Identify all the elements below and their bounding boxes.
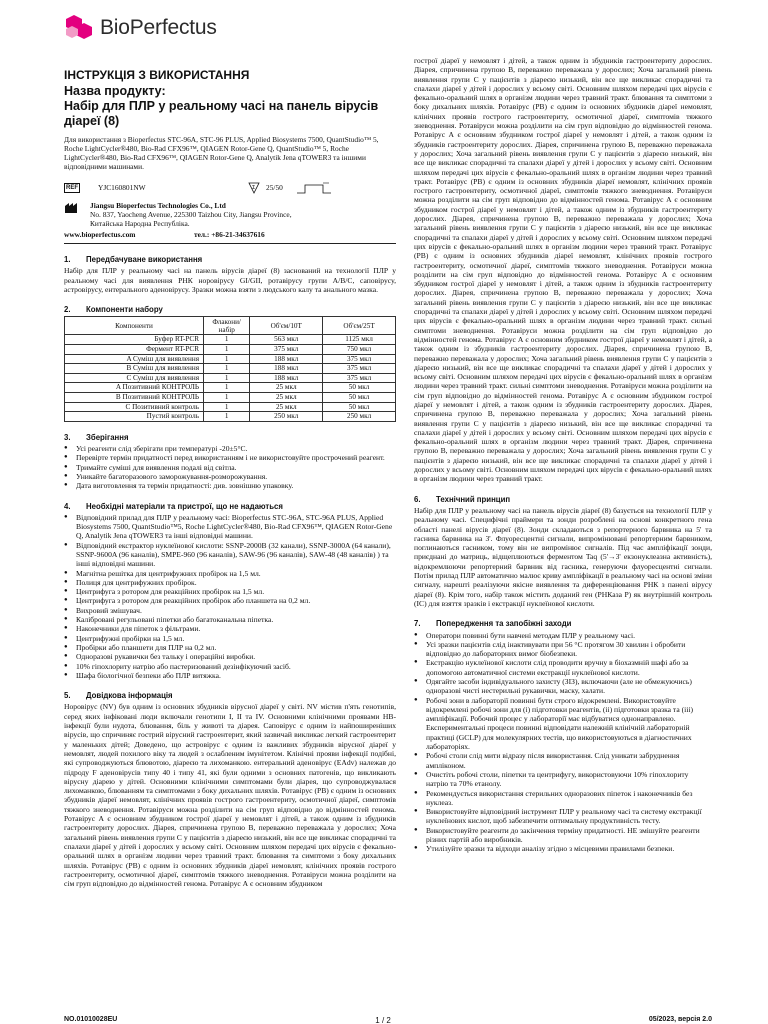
temperature-limit [295,181,333,195]
document-version: 05/2023, версія 2.0 [648,1016,712,1023]
header-divider [64,243,396,244]
list-item: ● Полиця для центрифужних пробірок. [64,578,396,587]
section-3-title: 3. Зберігання [64,432,129,442]
section-7-title: 7. Попередження та запобіжні заходи [414,619,572,629]
list-item: ● Пробірки або планшети для ПЛР на 0,2 мл. [64,643,396,652]
table-row [65,354,396,364]
table-row [65,383,396,393]
table-header: Об'єм/10Т [250,317,323,335]
ref-row [64,181,396,195]
table-cell: 188 мкл [250,354,323,364]
table-header: Компоненти [65,317,204,335]
compatible-instruments: Для використання з Bioperfectus STC-96A, STC-96 PLUS, Applied Biosystems 7500, QuantStudio™ 5, Roche LightCycler®480, Bio-Rad CFX96™, QIAGEN Rotor-Gene Q, QuantStudio™ 5, Roche LightCycler®480, Bio-Rad CFX96™, QIAGEN Rotor-Gene Q, Analytik Jena qTOWER3 та іншими відповідними машинами. [64,135,379,171]
list-item: ● Відповідний прилад для ПЛР у реальному часі: Bioperfectus STC-96A, STC-96A PLUS, Applied Biosystems 7500, QuantStudio™5, Roche LightCycler®480, Bio-Rad CFX96™, QIAGEN Rotor-Gene Q, Analytik Jena qTOWER3 та інші відповідні машини. [64,513,396,541]
table-cell: 50 мкл [323,402,396,412]
storage-list [64,444,396,490]
list-item: ● Магнітна решітка для центрифужних пробірок на 1,5 мл. [64,569,396,578]
section-5-text: Норовірус (NV) був одним із основних збудників вірусної діареї у світі. NV містив п'ять генотипів, серед яких інфіковані люди включали генотипи I, II та IV. Основними клінічними проявами НВ-інфекції були нудота, блювання, біль у животі та діарея. Саповірус є одним із найпоширеніших вірусів, що спричиняє гострий вірусний гастроентерит, який зазвичай викликає легкий гастроентерит у маленьких дітей; Доведено, що астровірус є одним із важливих збудників вірусної діареї у немовлят, людей похилого віку та людей з ослабленим імунітетом. Клінічні прояви інфекції подібні, які супроводжуються блювотою, діареєю та лихоманкою. ентеральний аденовірус (EAdv) належав до підроду F аденовірусів типу 40 і типу 41, які були одними з основних патогенів, що викликають вірусну діарею у дітей. Основними клінічними симптомами були діарея, що супроводжувалася лихоманкою, блюванням та симптомами з боку дихальних шляхів. Ротавірус (РВ) є одним із основних збудників діареї немовлят, клінічних проявів гострого гастроентериту, осмотичної діареї, симптомів тяжкого зневоднення. Ротавіруси можна розділити на сім груп відповідно до відмінностей генома. Ротавірус А є основним збудником гострої діареї у немовлят і дітей, а також одним із збудників гастроентериту дорослих. Діарея, спричинена групою В, переважно переважала у дорослих; Хоча загальний рівень виявлення групи С у пацієнтів з діареєю низький, він все ще викликає спорадичні та спалахи діареї у дітей і дорослих у всьому світі. Основним шляхом передачі цих вірусів є фекально-оральний шлях в організм людини через травний тракт. блювання та симптоми з боку дихальних шляхів. Ротавірус (РВ) є одним із основних збудників діареї немовлят, клінічних проявів гострого гастроентериту, осмотичної діареї, симптомів тяжкого зневоднення. Ротавіруси можна розділити на сім груп відповідно до відмінностей генома. Ротавірус А є основним збудником [64,702,396,889]
bioperfectus-logo-icon [64,13,94,43]
manufacturer-block [64,201,396,229]
table-cell: 1 [204,354,250,364]
table-cell: 1 [204,412,250,422]
table-cell: 50 мкл [323,383,396,393]
table-row [65,335,396,345]
list-item: ● Відповідний екстрактор нуклеїнової кислоти: SSNP-2000B (32 канали), SSNP-3000A (64 канали), SSNP-9600A (96 каналів), SMPE-960 (96 каналів), SAW-96 (96 каналів), SAW-48 (48 каналів) ) та інші відповідні машини. [64,541,396,569]
manufacturer-website[interactable]: www.bioperfectus.com [64,229,136,239]
table-cell: Буфер RT-PCR [65,335,204,345]
precautions-list [414,631,712,854]
table-row [65,392,396,402]
ref-code: YJC160801NW [98,183,146,193]
table-cell: 1 [204,392,250,402]
page-footer [64,1016,712,1024]
background-continued: гострої діареї у немовлят і дітей, а також одним із збудників гастроентериту дорослих. Діарея, спричинена групою В, переважно переважала у дорослих; Хоча загальний рівень виявлення групи С у пацієнтів з діареєю низький, він все ще викликає спорадичні та спалахи діареї у дітей і дорослих у всьому світі. Основним шляхом передачі цих вірусів є фекально-оральний шлях в організм людини через травний тракт. блювання та симптоми з боку дихальних шляхів. Ротавірус (РВ) є одним із основних збудників діареї немовлят, клінічних проявів гострого гастроентериту, осмотичної діареї, симптомів тяжкого зневоднення. Ротавіруси можна розділити на сім груп відповідно до відмінностей генома. Ротавірус А є основним збудником гострої діареї у немовлят і дітей, а також одним із збудників гастроентериту дорослих. Діарея, спричинена групою В, переважно переважала у дорослих; Хоча загальний рівень виявлення групи С у пацієнтів з діареєю низький, він все ще викликає спорадичні та спалахи діареї у дітей і дорослих у всьому світі. Основним шляхом передачі цих вірусів є фекально-оральний шлях в організм людини через травний тракт. Ротавірус (РВ) є одним із основних збудників діареї немовлят, клінічних проявів гострого гастроентериту, осмотичної діареї, симптомів тяжкого зневоднення. Ротавіруси можна розділити на сім груп відповідно до відмінностей генома. Ротавірус А є основним збудником гострої діареї у немовлят і дітей, а також одним із збудників гастроентериту дорослих. Діарея, спричинена групою В, переважно переважала у дорослих; Хоча загальний рівень виявлення групи С у пацієнтів з діареєю низький, він все ще викликає спорадичні та спалахи діареї у дітей і дорослих у всьому світі. Основним шляхом передачі цих вірусів є фекально-оральний шлях в організм людини через травний тракт. Ротавірус (РВ) є одним із основних збудників діареї немовлят, клінічних проявів гострого гастроентериту, осмотичної діареї, симптомів тяжкого зневоднення. Ротавіруси можна розділити на сім груп відповідно до відмінностей генома. Ротавірус А є основним збудником гострої діареї у немовлят і дітей, а також одним із збудників гастроентериту дорослих. Діарея, спричинена групою В, переважно переважала у дорослих; Хоча загальний рівень виявлення групи С у пацієнтів з діареєю низький, він все ще викликає спорадичні та спалахи діареї у дітей і дорослих у всьому світі. Основним шляхом передачі цих вірусів є фекально-оральний шлях в організм людини через травний тракт. сильні симптоми зневоднення. Ротавіруси можна розділити на сім груп відповідно до відмінностей генома. Ротавірус А є основним збудником гострої діареї у немовлят і дітей, а також одним із збудників гастроентериту дорослих. Діарея, спричинена групою В, переважно переважала у дорослих; Хоча загальний рівень виявлення групи С у пацієнтів з діареєю низький, він все ще викликає спорадичні та спалахи діареї у дітей і дорослих у всьому світі. Основним шляхом передачі цих вірусів є фекально-оральний шлях в організм людини через травний тракт. сильні симптоми зневоднення. Ротавіруси можна розділити на сім груп відповідно до відмінностей генома. Ротавірус А є основним збудником гострої діареї у немовлят і дітей, а також одним із збудників гастроентериту дорослих. Діарея, спричинена групою В, переважно переважала у дорослих; Хоча загальний рівень виявлення групи С у пацієнтів з діареєю низький, він все ще викликає спорадичні та спалахи діареї у дітей і дорослих у всьому світі. Основним шляхом передачі цих вірусів є фекально-оральний шлях в організм людини через травний тракт. Діарея, спричинена групою В, переважно переважала у дорослих; Хоча загальний рівень виявлення групи С у пацієнтів з діареєю низький, він все ще викликає спорадичні та спалахи діареї у дітей і дорослих у всьому світі. Основним шляхом передачі цих вірусів є фекально-оральний шлях в організм людини через травний тракт. [414,56,712,484]
table-cell: B Позитивний КОНТРОЛЬ [65,392,204,402]
right-column [414,56,712,854]
table-cell: 188 мкл [250,373,323,383]
list-item: ● Перевірте термін придатності перед використанням і не використовуйте прострочений реагент. [64,453,396,462]
table-cell: 250 мкл [323,412,396,422]
manufacturer-phone: тел.: +86-21-34637616 [194,229,265,239]
list-item: ● Використовуйте реагенти до закінчення терміну придатності. НЕ змішуйте реагенти різних партій або виробників. [414,826,712,845]
list-item: ● Вихровий змішувач. [64,606,396,615]
table-cell: 750 мкл [323,344,396,354]
table-row [65,373,396,383]
list-item: ● Центрифуга з ротором для реакційних пробірок або планшета на 0,2 мл. [64,596,396,605]
table-row [65,344,396,354]
manufacturer-address2: Китайська Народна Республіка. [90,219,190,229]
list-item: ● Шафа біологічної безпеки або ПЛР витяжка. [64,671,396,680]
table-cell: C Суміш для виявлення [65,373,204,383]
list-item: ● Дата виготовлення та термін придатності: див. зовнішню упаковку. [64,481,396,490]
table-cell: 375 мкл [323,364,396,374]
table-cell: 250 мкл [250,412,323,422]
list-item: ● Центрифужні пробірки на 1,5 мл. [64,634,396,643]
list-item: ● Рекомендується використання стерильних одноразових піпеток і наконечників без нуклеаз. [414,789,712,808]
brand-name: BioPerfectus [100,16,217,39]
table-cell: 375 мкл [323,354,396,364]
ref-label: REF [66,185,78,191]
section-5-title: 5. Довідкова інформація [64,691,173,701]
section-1-title: 1. Передбачуване використання [64,254,203,264]
document-number: NO.01010028EU [64,1016,118,1023]
table-cell: C Позитивний контроль [65,402,204,412]
list-item: ● Утилізуйте зразки та відходи аналізу згідно з місцевими правилами безпеки. [414,844,712,853]
table-cell: Пустий контроль [65,412,204,422]
table-cell: A Позитивний КОНТРОЛЬ [65,383,204,393]
table-cell: 375 мкл [250,344,323,354]
list-item: ● Уникайте багаторазового заморожування-розморожування. [64,472,396,481]
table-cell: A Суміш для виявлення [65,354,204,364]
table-cell: 1 [204,373,250,383]
table-cell: 1 [204,335,250,345]
table-cell: 25 мкл [250,402,323,412]
list-item: ● Калібровані регульовані піпетки або багатоканальна піпетка. [64,615,396,624]
table-cell: 1 [204,402,250,412]
table-row [65,402,396,412]
manufacturer-name: Jiangsu Bioperfectus Technologies Co., Ltd [90,201,226,210]
list-item: ● 10% гіпохлориту натрію або пастеризований дезінфікуючий засіб. [64,662,396,671]
table-cell: 1 [204,344,250,354]
product-name: Набір для ПЛР у реальному часі на панель вірусів діареї (8) [64,99,379,128]
table-cell: 563 мкл [250,335,323,345]
list-item: ● Одягайте засоби індивідуального захисту (ЗІЗ), включаючи (але не обмежуючись) одноразові чисті нестерильні рукавички, маску, халати. [414,677,712,696]
brand-logo [64,10,217,46]
section-6-title: 6. Технічний принцип [414,494,511,504]
list-item: ● Наконечники для піпеток з фільтрами. [64,624,396,633]
list-item: ● Одноразові рукавички без тальку і операційні виробки. [64,652,396,661]
table-cell: 50 мкл [323,392,396,402]
table-cell: 1 [204,383,250,393]
tests-value: 25/50 [266,183,283,193]
list-item: ● Робочі зони в лабораторії повинні бути строго відокремлені. Використовуйте відокремлені робочі зони для (i) підготовки реагентів, (ii) підготовки зразка та (iii) ампліфікації. Робочий процес у лабораторії має відбуватися однонаправлено. Експериментальні процеси повинні відповідати належній клінічній лабораторній практиці (GCLP) для молекулярних тестів, що використовуються в діагностичних лабораторіях. [414,696,712,752]
page-number: 1 / 2 [375,1016,391,1024]
table-row [65,412,396,422]
list-item: ● Тримайте суміші для виявлення подалі від світла. [64,463,396,472]
manufacturer-icon [64,201,80,229]
list-item: ● Центрифуга з ротором для реакційних пробірок на 1,5 мл. [64,587,396,596]
product-heading: Назва продукту: [64,84,166,98]
list-item: ● Усі реагенти слід зберігати при температурі -20±5°C. [64,444,396,453]
manufacturer-address1: No. 837, Yaocheng Avenue, 225300 Taizhou City, Jiangsu Province, [90,210,292,220]
section-4-title: 4. Необхідні матеріали та пристрої, що не надаються [64,501,283,511]
table-cell: 188 мкл [250,364,323,374]
list-item: ● Очистіть робочі столи, піпетки та центрифугу, використовуючи 10% гіпохлориту натрію та 70% етанолу. [414,770,712,789]
section-2-title: 2. Компоненти набору [64,305,163,315]
document-title: ІНСТРУКЦІЯ З ВИКОРИСТАННЯ [64,68,250,82]
table-header: Об'єм/25Т [323,317,396,335]
list-item: ● Екстракцію нуклеїнової кислоти слід проводити вручну в біохазмній шафі або за допомогою автоматичної системи екстракції нуклеїнової кислоти. [414,658,712,677]
table-cell: 25 мкл [250,383,323,393]
list-item: ● Усі зразки пацієнтів слід інактивувати при 56 °C протягом 30 хвилин і обробити відповідно до лабораторних вимог біобезпеки. [414,640,712,659]
table-cell: 1125 мкл [323,335,396,345]
table-cell: Фермент RT-PCR [65,344,204,354]
section-1-text: Набір для ПЛР у реальному часі на панель вірусів діареї (8) заснований на технології ПЛР у реальному часі для виявлення РНК норовірусу GI/GII, ротавірусу групи A/B/C, саповірусу, астровірусу, ентерального аденовірусу. Зразки можна взяти з людського калу та анального мазка. [64,266,396,294]
table-cell: 1 [204,364,250,374]
materials-list [64,513,396,680]
table-row [65,364,396,374]
table-cell: 25 мкл [250,392,323,402]
table-header: Флакони/ набір [204,317,250,335]
sigma-tests-icon [248,182,260,194]
table-cell: B Суміш для виявлення [65,364,204,374]
section-6-text: Набір для ПЛР у реальному часі на панель вірусів діареї (8) базується на технології ПЛР у реальному часі. Специфічні праймери та зонди розроблені на основі конкретного гена області панелі вірусів діареї (8). Зонди складаються з репортерного барвника на 5' та гасника барвника на 3'. Флуоресцентні сигнали, випромінювані репортерним барвником, поглинаються гасником, тому він не випромінює сигналів. Під час ампліфікації зонди, приєднані до матриць, відщеплюються ферментом Taq (5'→3' екзонуклеазна активність), відокремлюючи репортерний барвник від гасника, генеруючи флуоресцентні сигнали. Потім прилад ПЛР автоматично малює криву ампліфікації в реальному часі на основі зміни сигналу, нарешті реалізуючи якісне виявлення та диференціювання РНК з панелі вірусу діареї (8). Крім того, набір також містить доданий ген (РНКаза Р) як внутрішній контроль (IC) для взяття зразків і екстракції нуклеїнової кислоти. [414,505,712,608]
components-table [64,316,396,421]
tests-count [248,182,283,194]
left-column [64,68,396,888]
svg-text:Σ: Σ [252,185,256,191]
list-item: ● Робочі столи слід мити відразу після використання. Слід уникати забруднення ампліконом. [414,751,712,770]
temperature-limit-icon [295,181,333,195]
list-item: ● Оператори повинні бути навчені методам ПЛР у реальному часі. [414,631,712,640]
list-item: ● Використовуйте відповідний інструмент ПЛР у реальному часі та систему екстракції нуклеїнових кислот, щоб забезпечити оптимальну продуктивність тесту. [414,807,712,826]
table-cell: 375 мкл [323,373,396,383]
